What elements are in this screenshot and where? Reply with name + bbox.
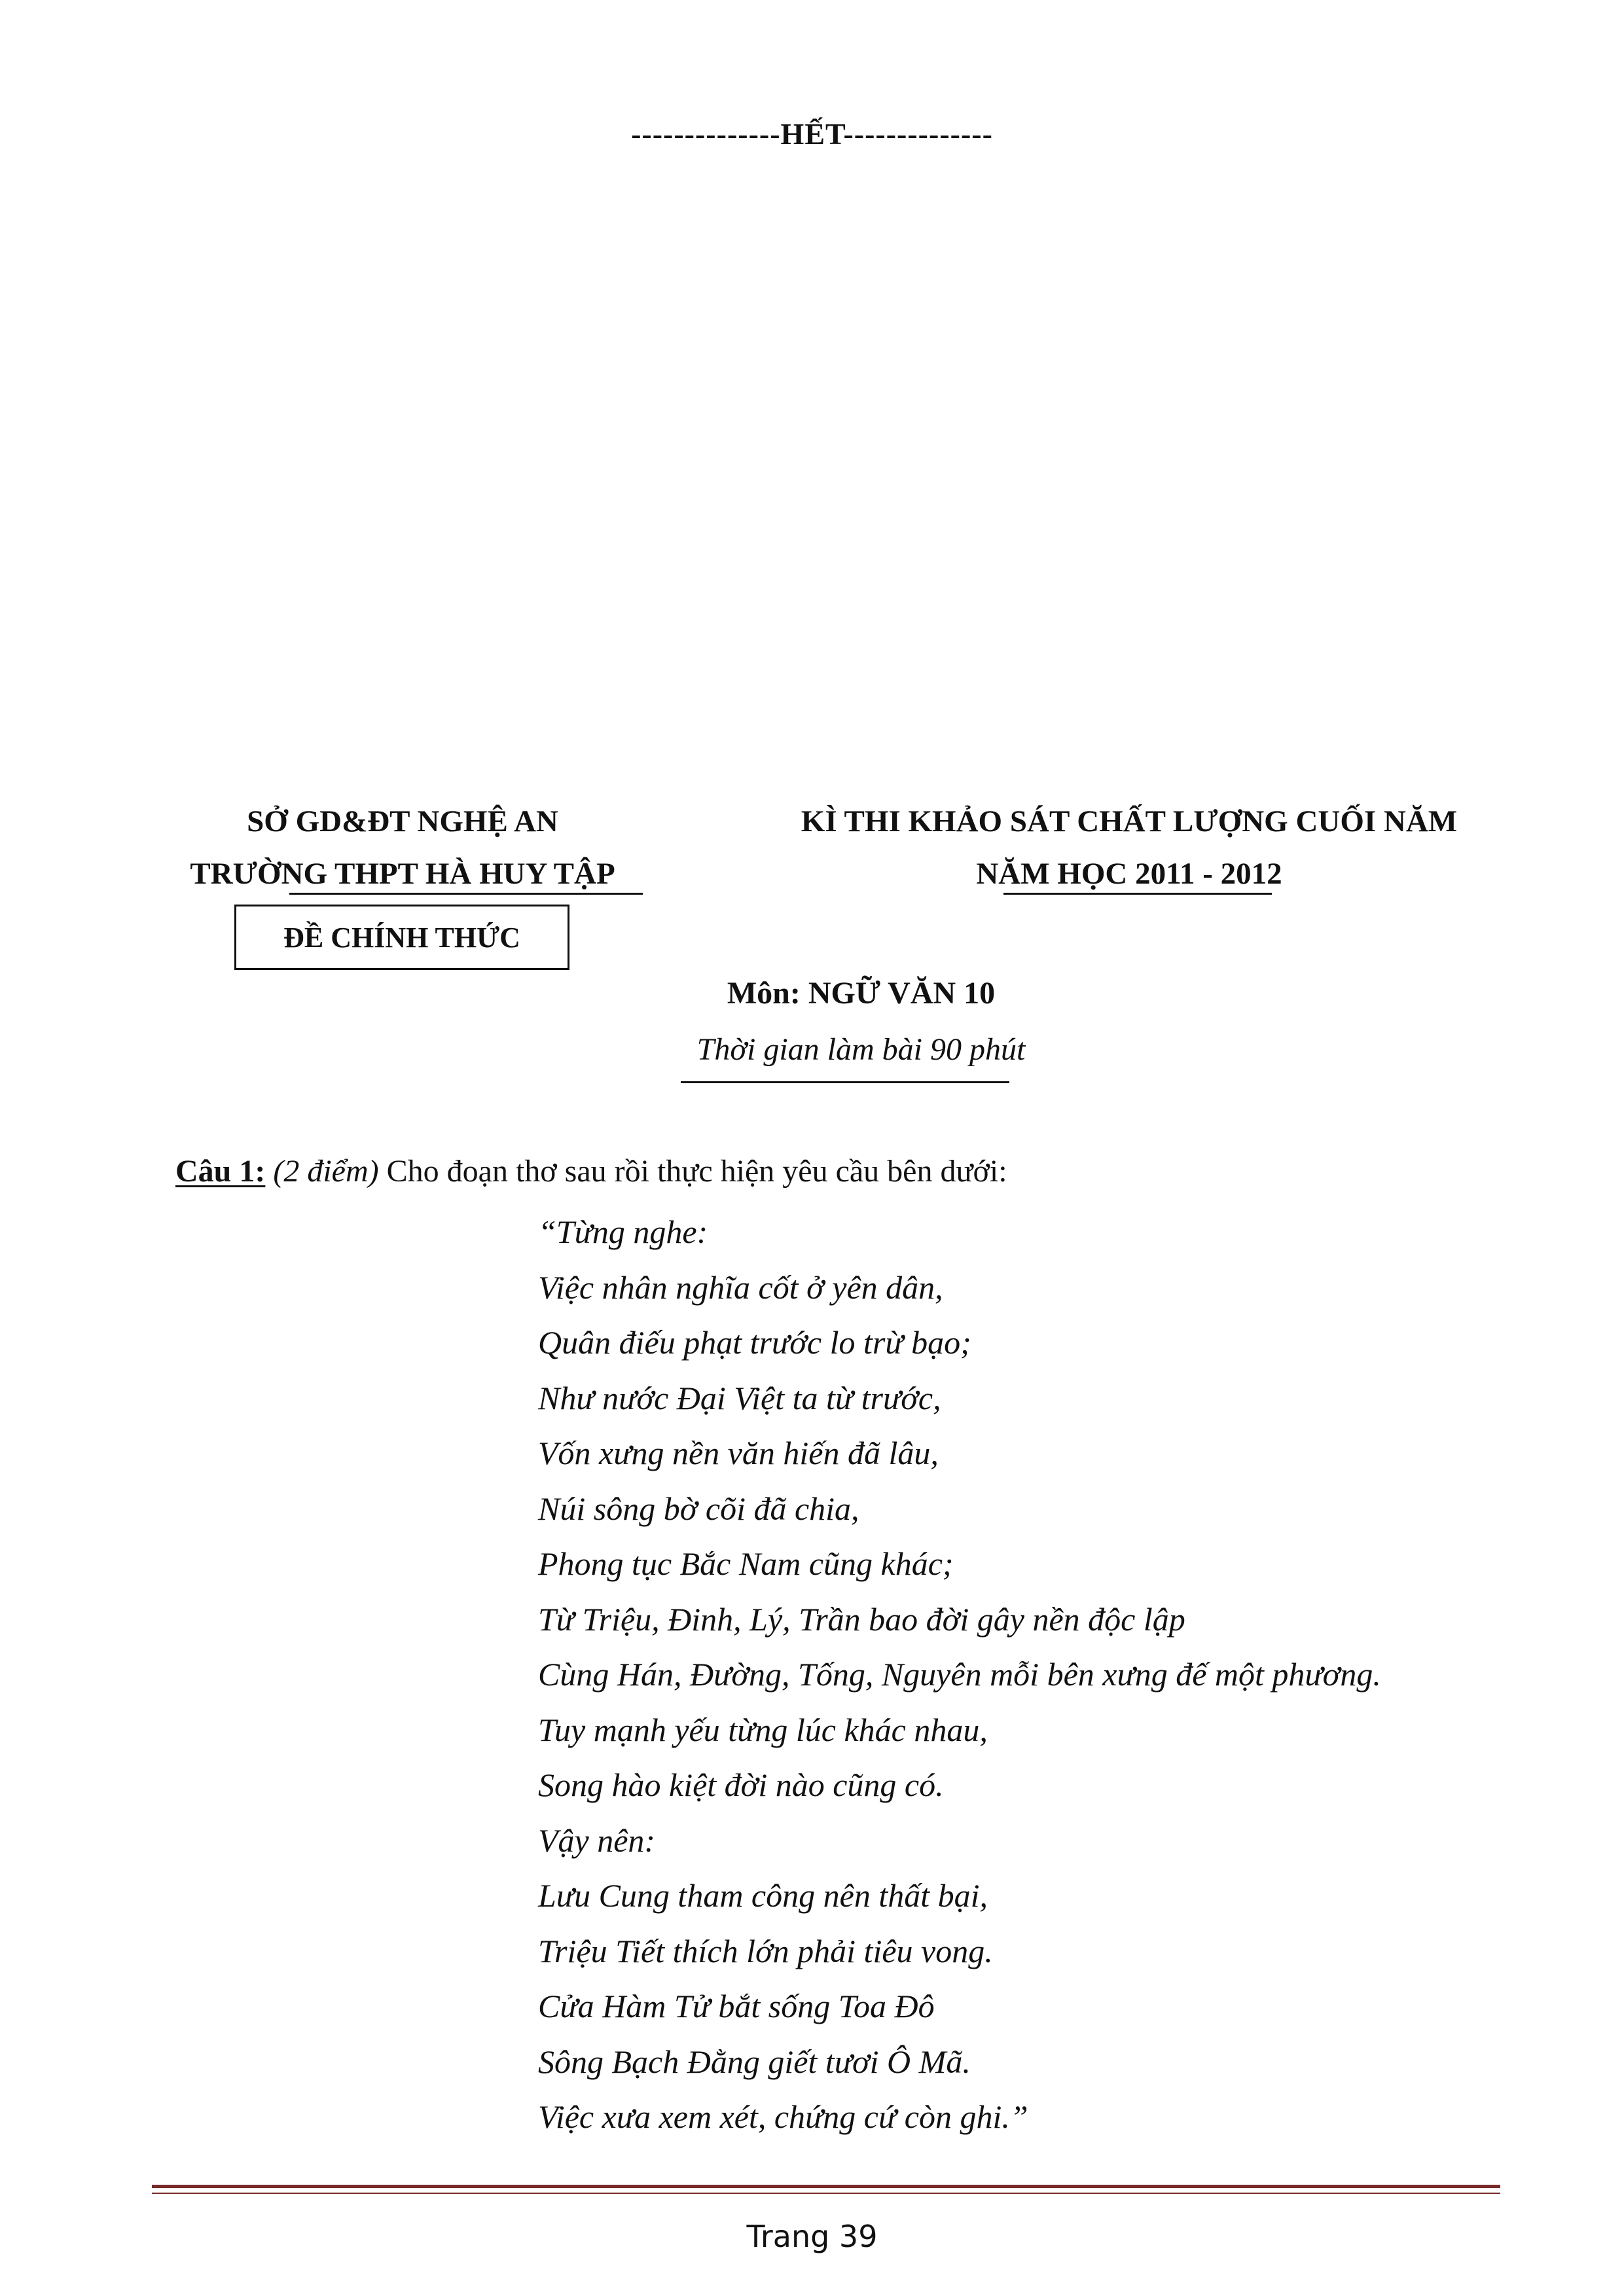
page-number: Trang 39 [746,2219,878,2254]
poem-line: Việc nhân nghĩa cốt ở yên dân, [538,1268,943,1306]
duration-underline [681,1081,1009,1083]
poem-line: Cửa Hàm Tử bắt sống Toa Đô [538,1988,935,2024]
exam-title: KÌ THI KHẢO SÁT CHẤT LƯỢNG CUỐI NĂM [801,804,1458,838]
footer-rule-thin [152,2193,1500,2194]
poem-line: Tuy mạnh yếu từng lúc khác nhau, [538,1711,988,1748]
poem-line: Vốn xưng nền văn hiến đã lâu, [538,1435,939,1471]
exam-duration: Thời gian làm bài 90 phút [696,1032,1026,1067]
school-name: TRƯỜNG THPT HÀ HUY TẬP [190,857,615,891]
official-exam-box [234,905,569,970]
question-1-prompt: Cho đoạn thơ sau rồi thực hiện yêu cầu bên dưới: [378,1154,1007,1189]
question-1-label: Câu 1: [175,1154,266,1189]
poem-line: Núi sông bờ cõi đã chia, [538,1490,859,1527]
footer-rule-thick [152,2185,1500,2188]
department-name: SỞ GD&ĐT NGHỆ AN [247,804,558,838]
school-year: NĂM HỌC 2011 - 2012 [976,857,1282,891]
poem-line: Từ Triệu, Đinh, Lý, Trần bao đời gây nền độc lập [538,1600,1185,1638]
poem-line: Việc xưa xem xét, chứng cứ còn ghi.” [538,2098,1028,2135]
subject-title: Môn: NGỮ VĂN 10 [727,976,996,1011]
school-name-underline [289,893,643,895]
poem-line: Phong tục Bắc Nam cũng khác; [538,1545,954,1582]
question-1-points: (2 điểm) [273,1154,379,1189]
poem-line: Triệu Tiết thích lớn phải tiêu vong. [538,1932,993,1969]
poem-line: Lưu Cung tham công nên thất bại, [538,1877,988,1914]
end-marker: --------------HẾT-------------- [631,117,993,151]
poem-excerpt [538,1204,1381,2145]
question-1 [175,1153,1007,1189]
poem-line: Quân điếu phạt trước lo trừ bạo; [538,1324,971,1361]
poem-line: Sông Bạch Đằng giết tươi Ô Mã. [538,2043,971,2080]
school-year-underline [1003,893,1272,895]
poem-line: Cùng Hán, Đường, Tống, Nguyên mỗi bên xưng đế một phương. [538,1656,1381,1693]
official-exam-label: ĐỀ CHÍNH THỨC [283,921,520,954]
poem-line: Vậy nên: [538,1821,656,1859]
poem-line: Như nước Đại Việt ta từ trước, [538,1379,941,1416]
poem-line: Song hào kiệt đời nào cũng có. [538,1767,944,1803]
poem-line: “Từng nghe: [538,1213,708,1250]
